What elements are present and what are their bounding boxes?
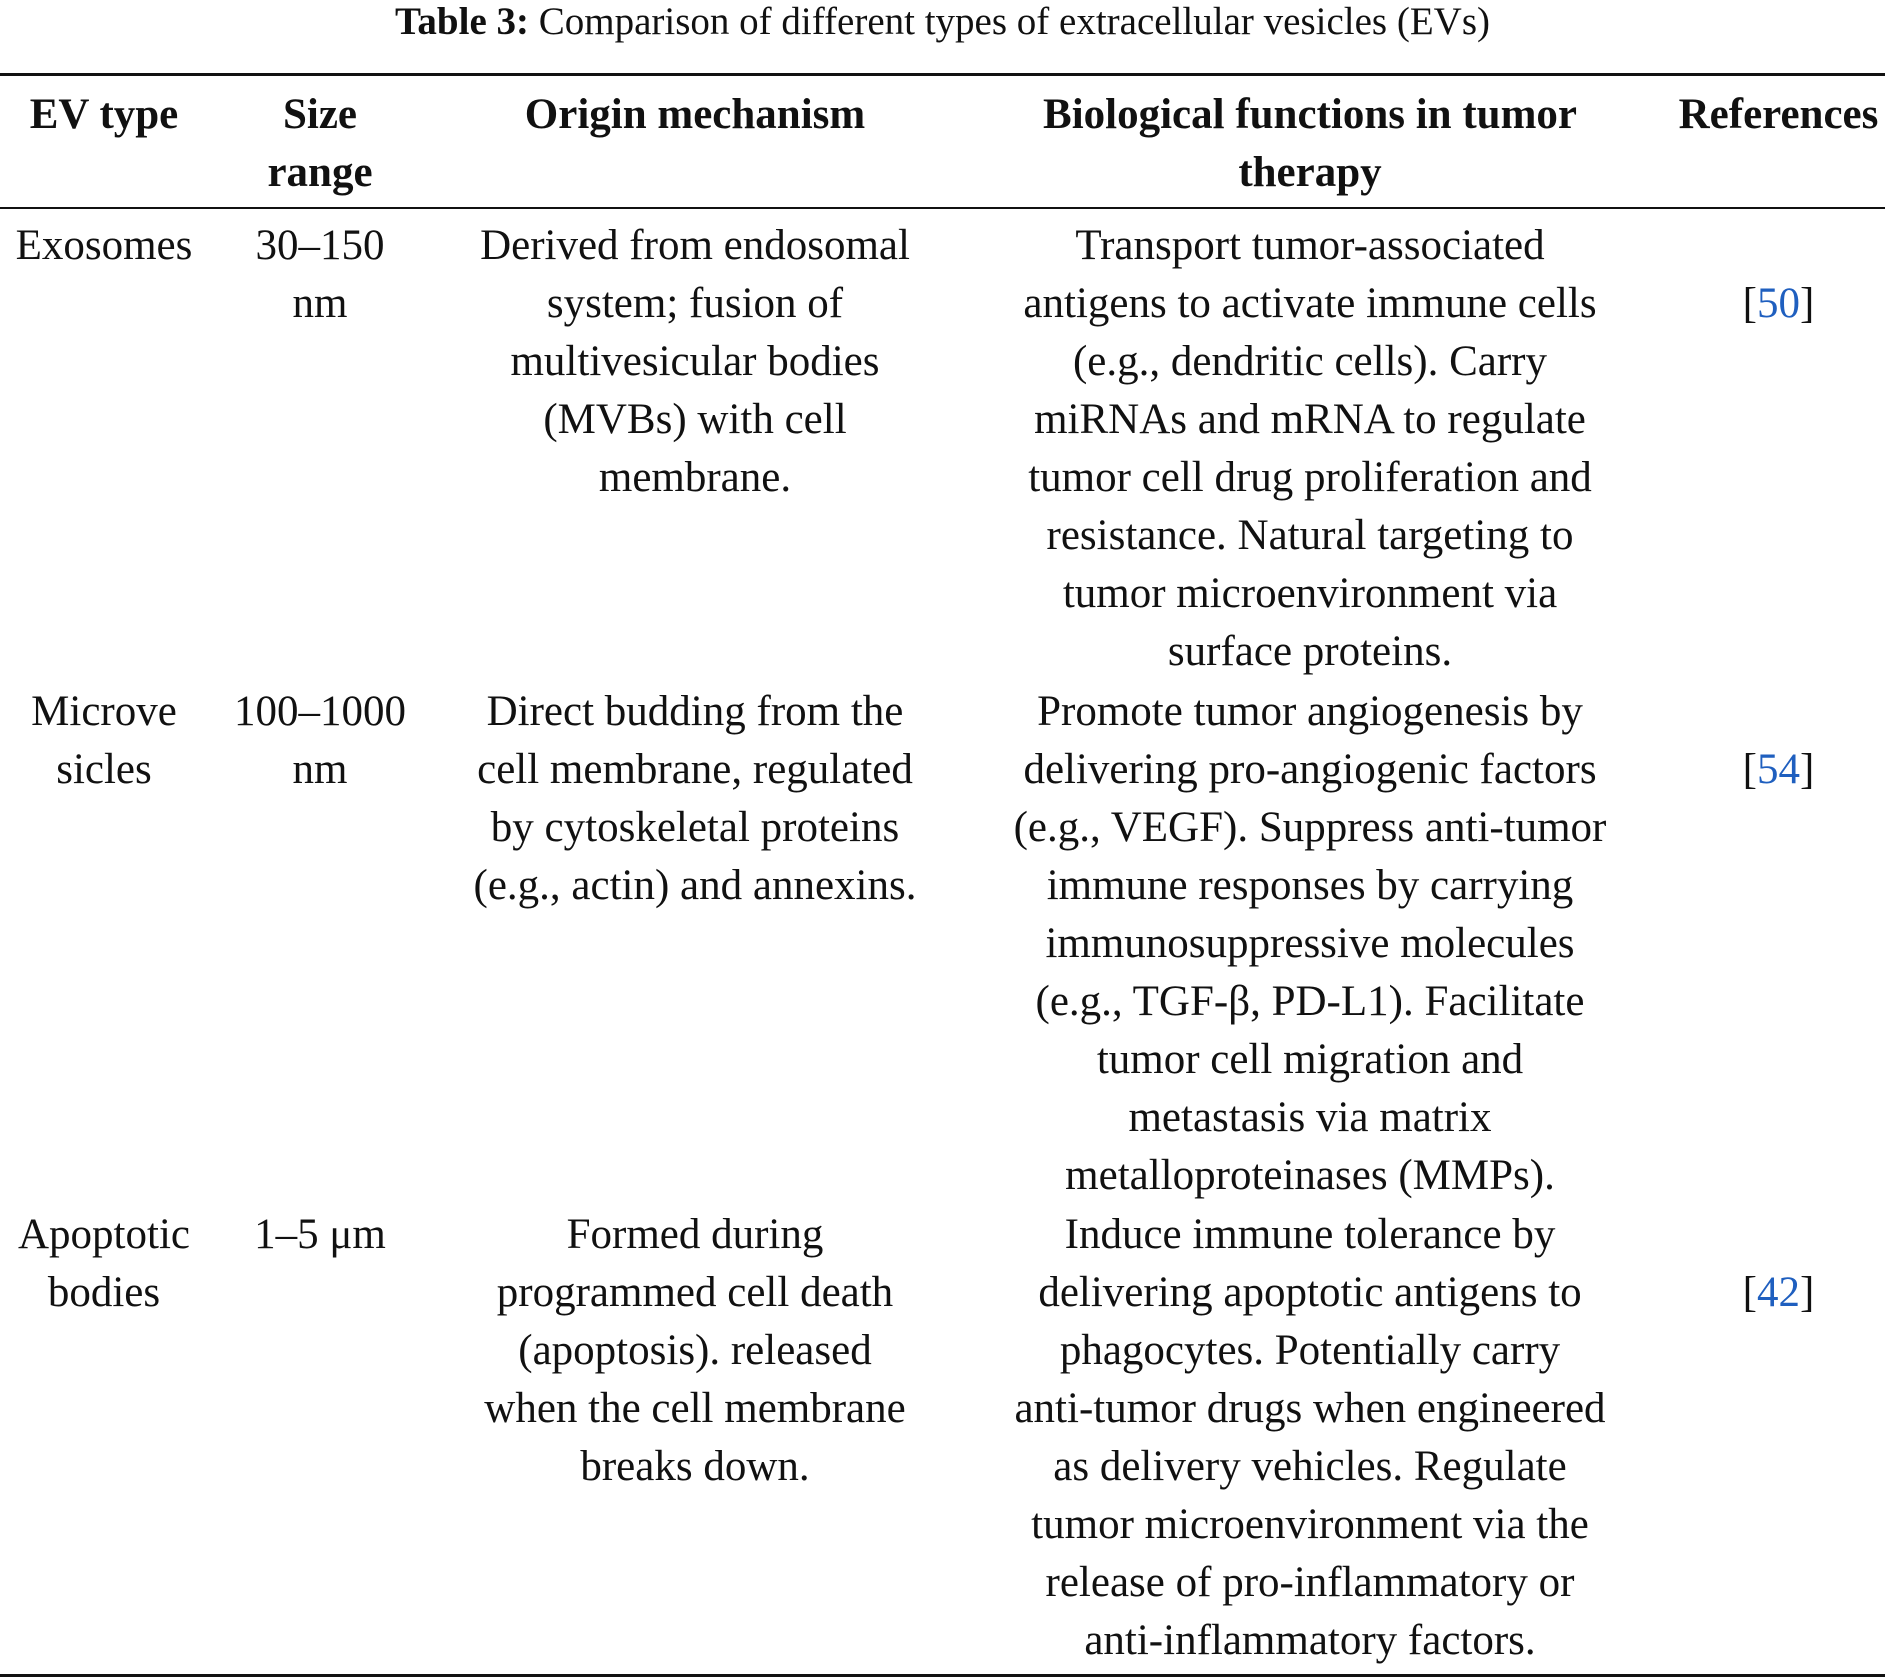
cell-functions-microvesicles: Promote tumor angiogenesis by delivering pro-angiogenic factors (e.g., VEGF). Suppress anti-tumor immune responses by carrying immunosuppressive molecules (e.g., TGF-β, PD-L1). Facilitate tumor cell migration and metastasis via matrix metalloproteinases (MMPs).: [1013, 688, 1607, 1199]
cell-origin-microvesicles: Direct budding from the cell membrane, regulated by cytoskeletal proteins (e.g., actin) and annexins.: [473, 688, 917, 909]
table-header-rule: [0, 207, 1885, 209]
citation-link-50[interactable]: 50: [1757, 280, 1800, 327]
cell-ev-type-apoptotic-bodies: Apoptotic bodies: [18, 1211, 190, 1316]
cell-size-range-apoptotic-bodies: 1–5 μm: [254, 1211, 386, 1258]
cell-size-range-microvesicles: 100–1000 nm: [234, 688, 406, 793]
header-references: References: [1678, 91, 1879, 138]
header-origin-mechanism: Origin mechanism: [524, 91, 866, 138]
ref-open-bracket: [: [1742, 280, 1757, 327]
table-caption: [0, 0, 1885, 44]
cell-origin-exosomes: Derived from endosomal system; fusion of multivesicular bodies (MVBs) with cell membrane.: [480, 222, 910, 501]
ref-close-bracket: ]: [1800, 1269, 1815, 1316]
citation-link-54[interactable]: 54: [1757, 746, 1800, 793]
cell-reference-microvesicles: [1672, 683, 1885, 799]
cell-size-range-exosomes: 30–150 nm: [255, 222, 385, 327]
table-caption-text: Comparison of different types of extracellular vesicles (EVs): [538, 0, 1490, 43]
cell-functions-apoptotic-bodies: Induce immune tolerance by delivering apoptotic antigens to phagocytes. Potentially carry anti-tumor drugs when engineered as delivery vehicles. Regulate tumor microenvironment via the release of pro-inflammatory or anti-inflammatory factors.: [1014, 1211, 1606, 1664]
ref-open-bracket: [: [1742, 746, 1757, 793]
table-bottom-rule: [0, 1674, 1885, 1677]
cell-reference-exosomes: [1672, 217, 1885, 333]
cell-functions-exosomes: Transport tumor-associated antigens to activate immune cells (e.g., dendritic cells). Carry miRNAs and mRNA to regulate tumor cell drug proliferation and resistance. Natural targeting to tumor microenvironment via surface proteins.: [1023, 222, 1597, 675]
header-biological-functions: Biological functions in tumor therapy: [1043, 91, 1577, 196]
cell-origin-apoptotic-bodies: Formed during programmed cell death (apoptosis). released when the cell membrane breaks down.: [484, 1211, 906, 1490]
ref-close-bracket: ]: [1800, 280, 1815, 327]
cell-ev-type-microvesicles: Microve sicles: [31, 688, 177, 793]
cell-ev-type-exosomes: Exosomes: [15, 222, 193, 269]
cell-reference-apoptotic-bodies: [1672, 1206, 1885, 1322]
header-ev-type: EV type: [29, 91, 179, 138]
ref-close-bracket: ]: [1800, 746, 1815, 793]
table-top-rule: [0, 73, 1885, 76]
ref-open-bracket: [: [1742, 1269, 1757, 1316]
header-size-range: Size range: [267, 91, 373, 196]
citation-link-42[interactable]: 42: [1757, 1269, 1800, 1316]
table-caption-label: Table 3:: [395, 0, 530, 43]
